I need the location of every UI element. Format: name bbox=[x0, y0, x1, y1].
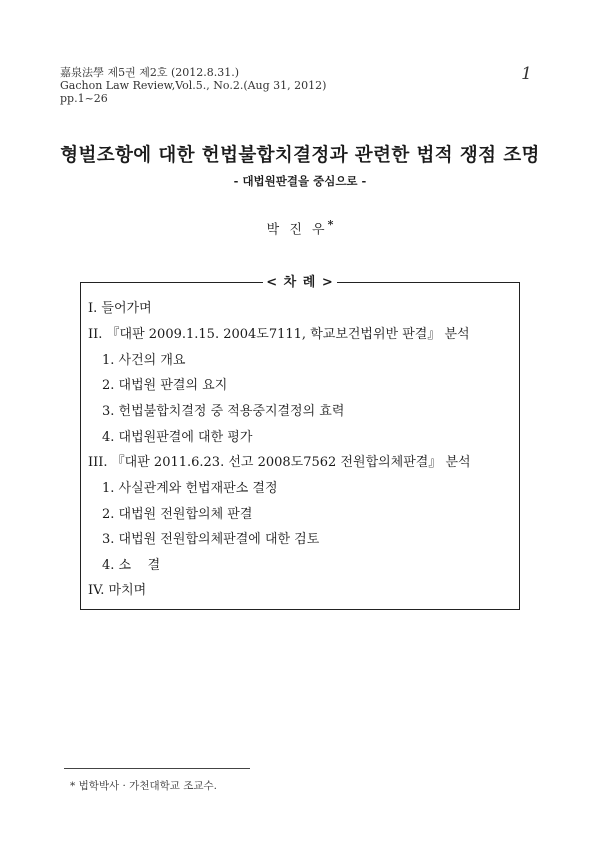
toc-item: 1. 사건의 개요 bbox=[102, 353, 186, 368]
toc-heading bbox=[0, 271, 600, 290]
toc-item: 3. 헌법불합치결정 중 적용중지결정의 효력 bbox=[102, 404, 345, 419]
author-name: 박 진 우 bbox=[266, 222, 328, 238]
toc-item: 1. 사실관계와 헌법재판소 결정 bbox=[102, 481, 278, 496]
journal-issue-line: 嘉泉法學 제5권 제2호 (2012.8.31.) bbox=[60, 66, 240, 79]
author-footnote: * 법학박사 · 가천대학교 조교수. bbox=[70, 780, 217, 792]
author-footnote-mark: * bbox=[327, 218, 334, 231]
toc-item: 2. 대법원 판결의 요지 bbox=[102, 378, 228, 393]
page-number: 1 bbox=[521, 64, 532, 84]
paper-subtitle: - 대법원판결을 중심으로 - bbox=[233, 174, 367, 188]
toc-item: 3. 대법원 전원합의체판결에 대한 검토 bbox=[102, 532, 320, 547]
toc-item: 4. 소 결 bbox=[102, 558, 161, 573]
toc-item: II. 『대판 2009.1.15. 2004도7111, 학교보건법위반 판결』 분석 bbox=[88, 327, 470, 342]
toc-item: IV. 마치며 bbox=[88, 583, 147, 598]
toc-item: I. 들어가며 bbox=[88, 301, 152, 316]
footnote-divider bbox=[64, 768, 250, 769]
journal-citation bbox=[60, 66, 326, 105]
paper-title: 형벌조항에 대한 헌법불합치결정과 관련한 법적 쟁점 조명 bbox=[60, 145, 540, 166]
author-line bbox=[0, 218, 600, 237]
toc-item: 4. 대법원판결에 대한 평가 bbox=[102, 430, 253, 445]
toc-item: 2. 대법원 전원합의체 판결 bbox=[102, 507, 253, 522]
toc-item: III. 『대판 2011.6.23. 선고 2008도7562 전원합의체판결』 분석 bbox=[88, 455, 471, 470]
journal-english-line: Gachon Law Review,Vol.5., No.2.(Aug 31, 2012) bbox=[60, 79, 327, 92]
journal-pages-line: pp.1~26 bbox=[60, 92, 108, 105]
toc-heading-label: < 차 례 > bbox=[263, 275, 336, 290]
